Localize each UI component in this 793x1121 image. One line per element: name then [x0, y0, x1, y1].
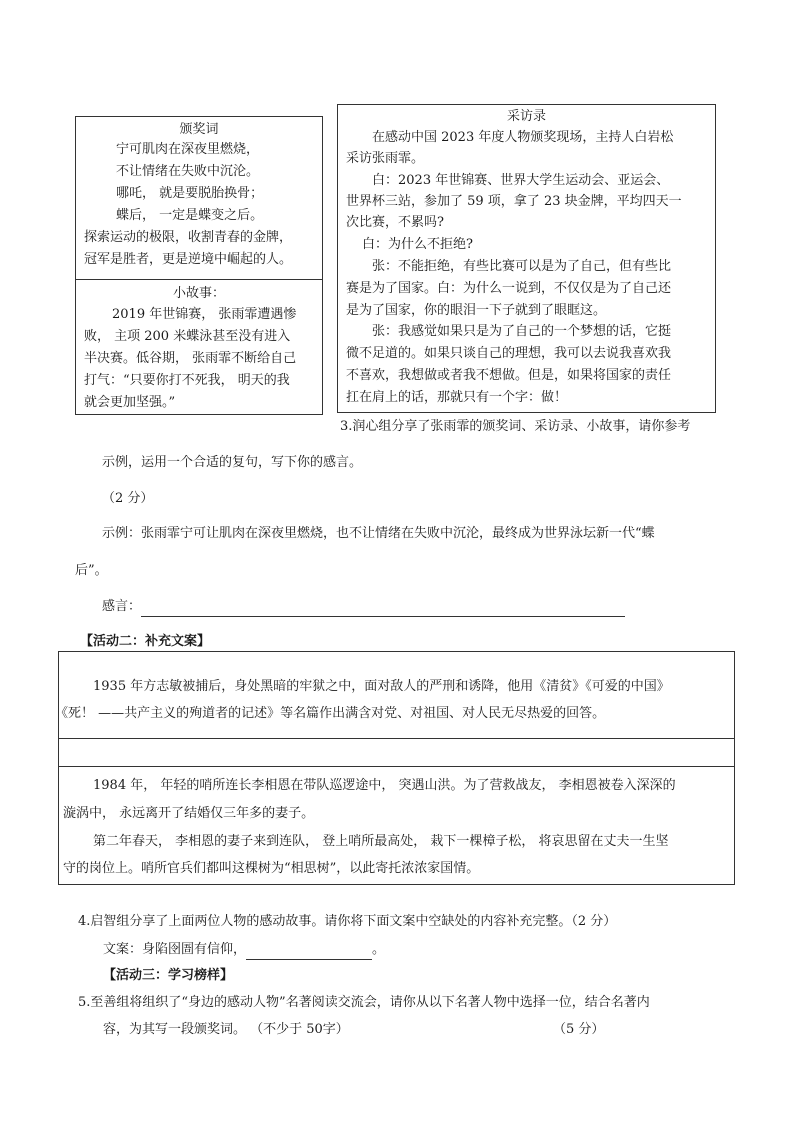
li-xiangen-para-line4: 守的岗位上。哨所官兵们都叫这棵树为“相思树”，以此寄托浓浓家国情。	[63, 861, 480, 876]
q5-score: （5 分）	[553, 1022, 605, 1037]
award-title: 颁奖词	[179, 122, 219, 137]
award-line: 冠军是胜者，更是逆境中崛起的人。	[84, 252, 293, 267]
story-line: 半决赛。低谷期， 张雨霏不断给自己	[84, 351, 297, 366]
interview-line: 扛在肩上的话，那就只有一个字：做！	[346, 390, 568, 405]
award-line: 不让情绪在失败中沉沦。	[116, 164, 260, 179]
li-xiangen-para-line2: 漩涡中， 永远离开了结婚仅三年多的妻子。	[63, 806, 315, 821]
q4-answer-blank[interactable]	[246, 943, 372, 960]
story-line: 败， 主项 200 米蝶泳甚至没有进入	[84, 329, 291, 344]
q3-score: （2 分）	[102, 491, 154, 506]
interview-line: 白：为什么不拒绝?	[362, 237, 473, 252]
activity3-heading: 【活动三：学习榜样】	[103, 968, 234, 983]
table-divider	[59, 766, 734, 767]
interview-line: 微不足道的。如果只谈自己的理想，我可以去说我喜欢我	[346, 346, 672, 361]
story-box	[75, 279, 323, 415]
award-speech-box	[75, 116, 323, 280]
li-xiangen-para-line1: 1984 年， 年轻的哨所连长李相恩在带队巡逻途中， 突遇山洪。为了营救战友， 李相恩被卷入深深的	[93, 778, 676, 793]
q4-copy-suffix: 。	[372, 942, 386, 957]
interview-line: 赛是为了国家。白：为什么一说到，不仅仅是为了自己还	[346, 281, 672, 296]
interview-line: 次比赛，不累吗?	[346, 215, 444, 230]
q5-prompt-line1: 5.至善组将组织了“身边的感动人物”名著阅读交流会，请你从以下名著人物中选择一位，结合名著内	[78, 995, 650, 1010]
interview-line: 张：不能拒绝，有些比赛可以是为了自己，但有些比	[372, 259, 672, 274]
story-line: 2019 年世锦赛， 张雨霏遭遇惨	[112, 307, 297, 322]
q5-prompt-line2: 容，为其写一段颁奖词。 （不少于 50字）	[103, 1022, 349, 1037]
q3-example-line2: 后”。	[75, 563, 108, 578]
q3-prompt-line2: 示例，运用一个合适的复句，写下你的感言。	[102, 455, 363, 470]
q4-answer-row	[103, 940, 385, 960]
interview-line: 不喜欢，我想做或者我不想做。但是，如果将国家的责任	[346, 368, 672, 383]
award-line: 蝶后， 一定是蝶变之后。	[116, 208, 264, 223]
story-line: 就会更加坚强。”	[84, 395, 176, 410]
q3-example-line1: 示例：张雨霏宁可让肌肉在深夜里燃烧，也不让情绪在失败中沉沦，最终成为世界泳坛新一代“蝶	[102, 526, 655, 541]
q3-answer-blank[interactable]	[141, 600, 625, 617]
interview-line: 张：我感觉如果只是为了自己的一个梦想的话，它挺	[372, 324, 672, 339]
q3-answer-label: 感言：	[102, 599, 142, 614]
award-line: 哪吒， 就是要脱胎换骨；	[116, 186, 264, 201]
award-line: 宁可肌肉在深夜里燃烧，	[116, 142, 260, 157]
q3-answer-row	[102, 597, 625, 617]
story-title: 小故事：	[172, 286, 225, 301]
interview-line: 采访张雨霏。	[346, 151, 425, 166]
story-line: 打气：“只要你打不死我， 明天的我	[84, 373, 290, 388]
interview-line: 白：2023 年世锦赛、世界大学生运动会、亚运会、	[372, 173, 670, 188]
interview-title: 采访录	[506, 109, 546, 124]
interview-line: 是为了国家，你的眼泪一下子就到了眼眶这。	[346, 303, 607, 318]
q4-prompt: 4.启智组分享了上面两位人物的感动故事。请你将下面文案中空缺处的内容补充完整。（2 分）	[78, 914, 617, 929]
table-divider	[59, 738, 734, 739]
fang-zhimin-para-line1: 1935 年方志敏被捕后，身处黑暗的牢狱之中，面对敌人的严刑和诱降，他用《清贫》《可爱的中国》	[93, 679, 670, 694]
fang-zhimin-para-line2: 《死！ ——共产主义的殉道者的记述》等名篇作出满含对党、对祖国、对人民无尽热爱的回答。	[55, 706, 606, 721]
interview-line: 世界杯三站，参加了 59 项，拿了 23 块金牌，平均四天一	[346, 194, 682, 209]
li-xiangen-para-line3: 第二年春天， 李相恩的妻子来到连队， 登上哨所最高处， 栽下一棵樟子松， 将哀思留在丈夫一生坚	[93, 834, 669, 849]
activity2-table	[55, 651, 735, 885]
activity2-heading: 【活动二：补充文案】	[80, 634, 211, 649]
award-line: 探索运动的极限，收割青春的金牌，	[84, 230, 293, 245]
interview-line: 在感动中国 2023 年度人物颁奖现场，主持人白岩松	[372, 130, 674, 145]
q3-prompt-line1: 3.润心组分享了张雨霏的颁奖词、采访录、小故事，请你参考	[340, 419, 691, 434]
interview-box	[337, 104, 716, 413]
q4-copy-prefix: 文案：身陷囹圄有信仰，	[103, 942, 247, 957]
